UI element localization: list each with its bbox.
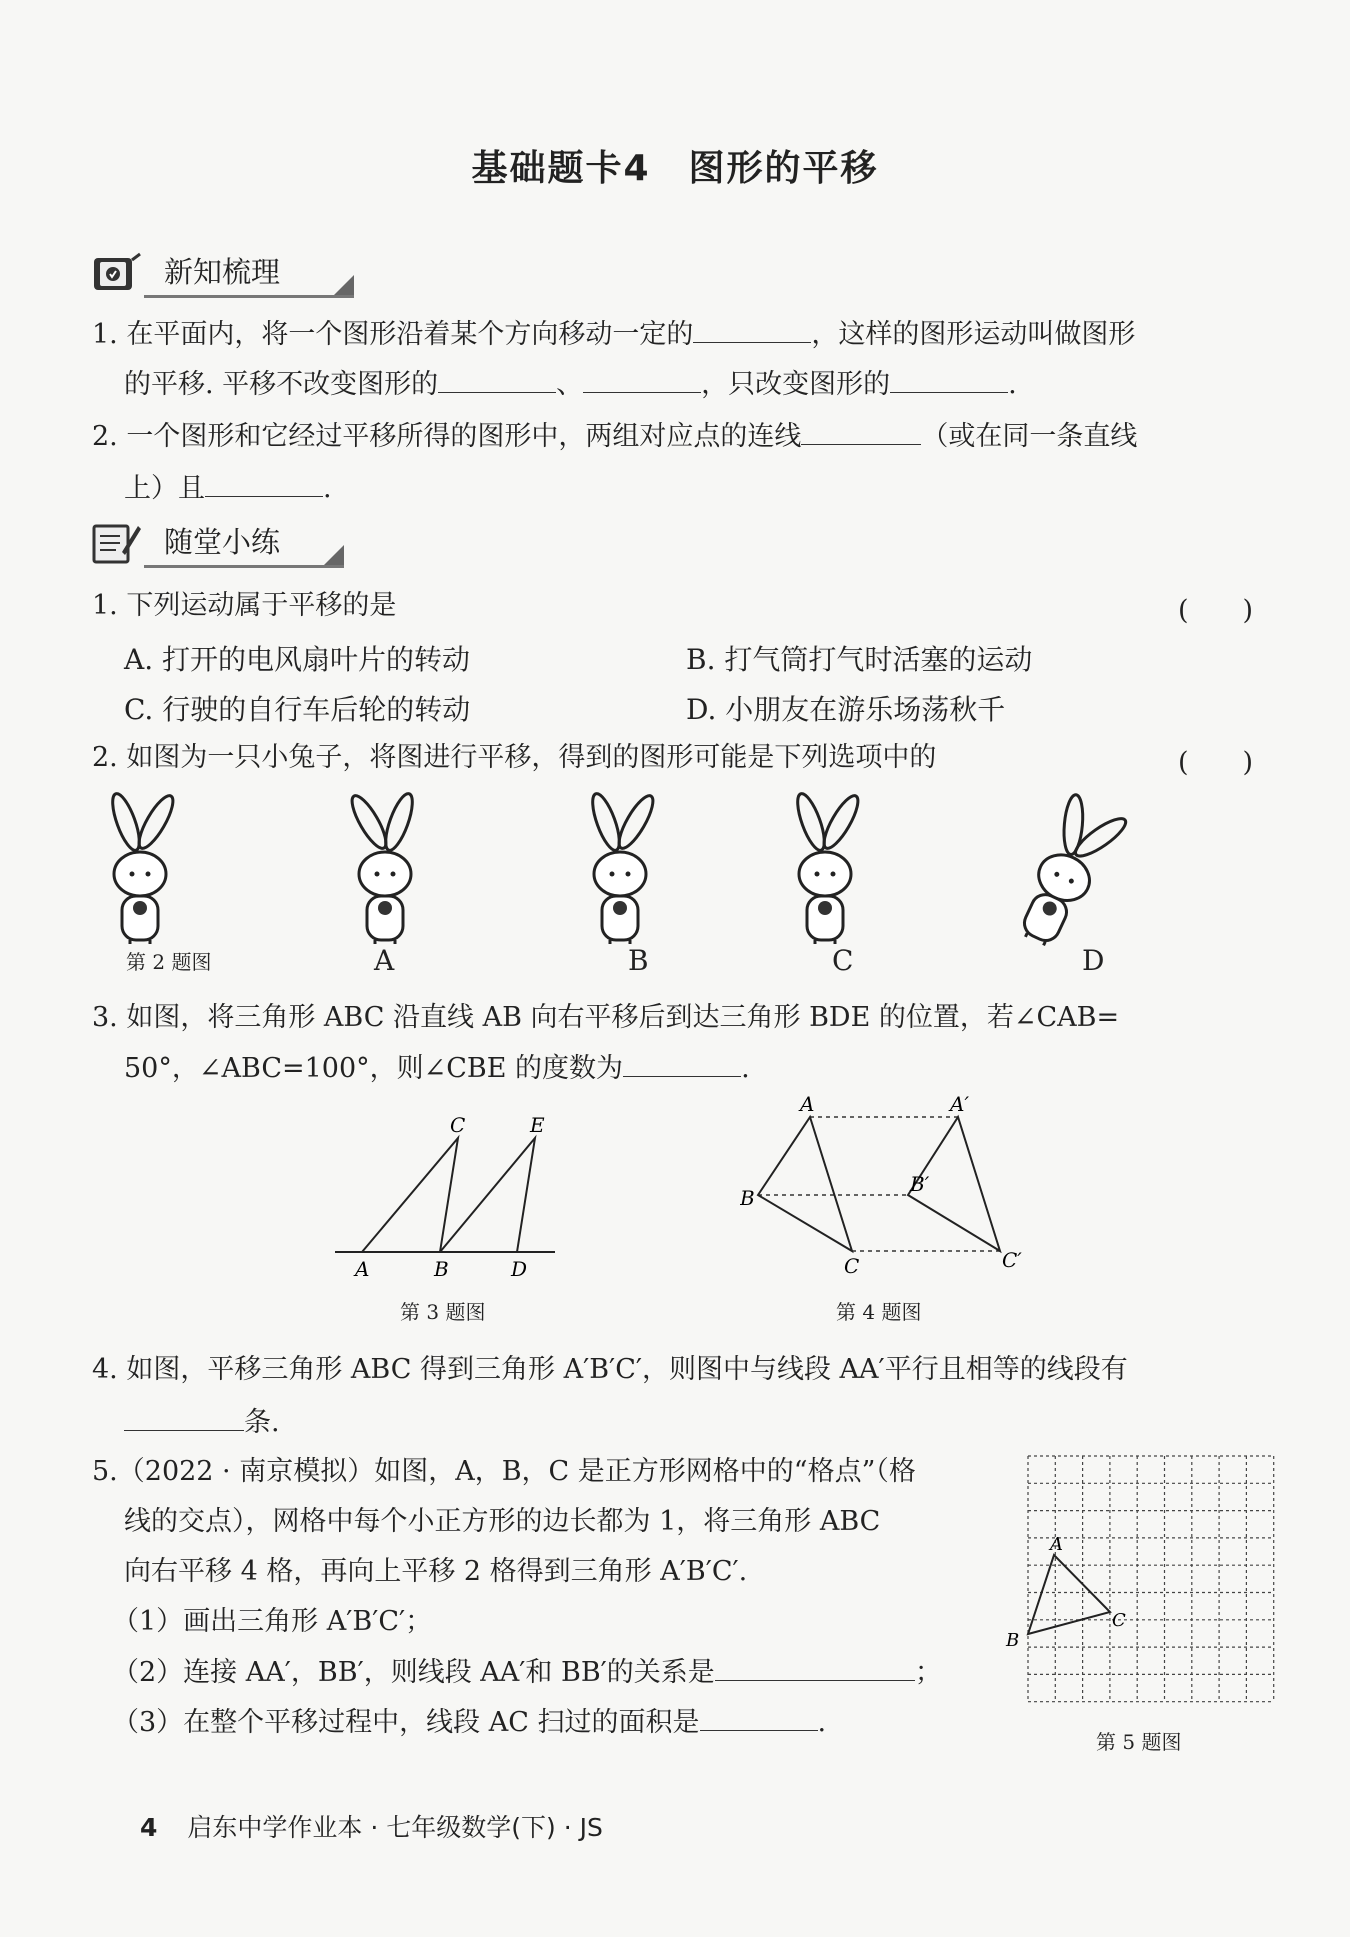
answer-blank[interactable] (693, 316, 811, 343)
point-label-c: C (1112, 1610, 1126, 1631)
fig3-caption: 第 3 题图 (400, 1300, 486, 1324)
book-icon (92, 252, 142, 294)
practice-q2: 2. 如图为一只小兔子，将图进行平移，得到的图形可能是下列选项中的 (92, 742, 937, 773)
practice-q3-line1: 3. 如图，将三角形 ABC 沿直线 AB 向右平移后到达三角形 BDE 的位置，若∠CAB= (92, 1002, 1120, 1033)
corner-triangle (324, 545, 344, 565)
page-number: 4 (140, 1813, 158, 1842)
figure-5-grid (1000, 1450, 1280, 1710)
answer-paren[interactable]: ( ) (1178, 747, 1254, 778)
point-label-d: D (511, 1257, 528, 1280)
section-label: 新知梳理 (164, 255, 281, 289)
rabbit-label-b[interactable]: B (628, 944, 649, 977)
answer-paren[interactable]: ( ) (1178, 595, 1254, 626)
option-c[interactable]: C. 行驶的自行车后轮的转动 (124, 693, 471, 726)
rabbit-option-c (792, 791, 864, 944)
corner-triangle (334, 275, 354, 295)
section-header-xinzhi (92, 250, 354, 298)
page-footer (140, 1808, 603, 1844)
practice-q4-line2: 条. (124, 1404, 280, 1441)
point-label-b: B (434, 1257, 449, 1280)
zhishi-q1-line2: 的平移. 平移不改变图形的 、 ，只改变图形的 . (124, 366, 1017, 403)
practice-q5-line3: 向右平移 4 格，再向上平移 2 格得到三角形 A′B′C′. (124, 1556, 748, 1587)
rabbit-label-d[interactable]: D (1082, 944, 1105, 977)
practice-q1: 1. 下列运动属于平移的是 (92, 590, 397, 621)
divider (144, 565, 344, 568)
answer-blank[interactable] (801, 418, 921, 445)
answer-blank[interactable] (715, 1654, 915, 1681)
practice-q5-sub3: （3）在整个平移过程中，线段 AC 扫过的面积是 . (112, 1704, 826, 1741)
rabbit-label-c[interactable]: C (832, 944, 854, 977)
point-label-a-prime: A′ (950, 1095, 969, 1116)
point-label-c-prime: C′ (1002, 1248, 1022, 1272)
q2-caption: 第 2 题图 (126, 950, 212, 974)
page-title: 基础题卡4 图形的平移 (471, 148, 879, 189)
answer-blank[interactable] (438, 366, 556, 393)
notebook-pencil-icon (92, 522, 142, 564)
book-title: 启东中学作业本 · 七年级数学(下) · JS (187, 1813, 603, 1842)
answer-blank[interactable] (124, 1404, 244, 1431)
zhishi-q1-line1: 1. 在平面内，将一个图形沿着某个方向移动一定的 ，这样的图形运动叫做图形 (92, 316, 1135, 353)
section-header-suitang (92, 520, 342, 568)
rabbit-option-d (1005, 790, 1135, 950)
answer-blank[interactable] (583, 366, 701, 393)
answer-blank[interactable] (205, 470, 323, 497)
practice-q3-line2: 50°，∠ABC=100°，则∠CBE 的度数为 . (124, 1050, 750, 1087)
answer-blank[interactable] (623, 1050, 741, 1077)
point-label-b: B (740, 1186, 755, 1210)
divider (144, 295, 354, 298)
section-label: 随堂小练 (164, 525, 281, 559)
fig5-caption: 第 5 题图 (1096, 1730, 1182, 1754)
point-label-e: E (530, 1113, 545, 1137)
answer-blank[interactable] (890, 366, 1008, 393)
practice-q5-sub2: （2）连接 AA′，BB′，则线段 AA′和 BB′的关系是 ； (112, 1654, 942, 1691)
practice-q4-line1: 4. 如图，平移三角形 ABC 得到三角形 A′B′C′，则图中与线段 AA′平行且相等的线段有 (92, 1354, 1128, 1385)
point-label-a: A (1050, 1534, 1063, 1555)
answer-blank[interactable] (700, 1704, 818, 1731)
point-label-c: C (450, 1113, 466, 1137)
rabbit-original (107, 791, 179, 944)
rabbit-option-a (346, 791, 418, 944)
option-a[interactable]: A. 打开的电风扇叶片的转动 (124, 643, 471, 676)
point-label-c: C (844, 1254, 860, 1275)
practice-q5-line1: 5.（2022 · 南京模拟）如图，A，B，C 是正方形网格中的“格点”（格 (92, 1456, 916, 1487)
point-label-a: A (355, 1257, 370, 1280)
fig4-caption: 第 4 题图 (836, 1300, 922, 1324)
option-d[interactable]: D. 小朋友在游乐场荡秋千 (686, 693, 1006, 726)
point-label-b: B (1006, 1630, 1020, 1651)
rabbit-label-a[interactable]: A (374, 944, 395, 977)
practice-q5-sub1: （1）画出三角形 A′B′C′； (112, 1606, 433, 1637)
option-b[interactable]: B. 打气筒打气时活塞的运动 (686, 643, 1033, 676)
practice-q5-line2: 线的交点），网格中每个小正方形的边长都为 1，将三角形 ABC (124, 1506, 881, 1537)
point-label-b-prime: B′ (910, 1172, 930, 1196)
figure-4 (740, 1095, 1040, 1275)
zhishi-q2-line2: 上）且 . (124, 470, 332, 507)
rabbit-figure-row (100, 790, 1180, 950)
zhishi-q2-line1: 2. 一个图形和它经过平移所得的图形中，两组对应点的连线 （或在同一条直线 (92, 418, 1137, 455)
point-label-a: A (800, 1095, 815, 1116)
figure-3 (330, 1110, 570, 1280)
rabbit-option-b (587, 791, 659, 944)
